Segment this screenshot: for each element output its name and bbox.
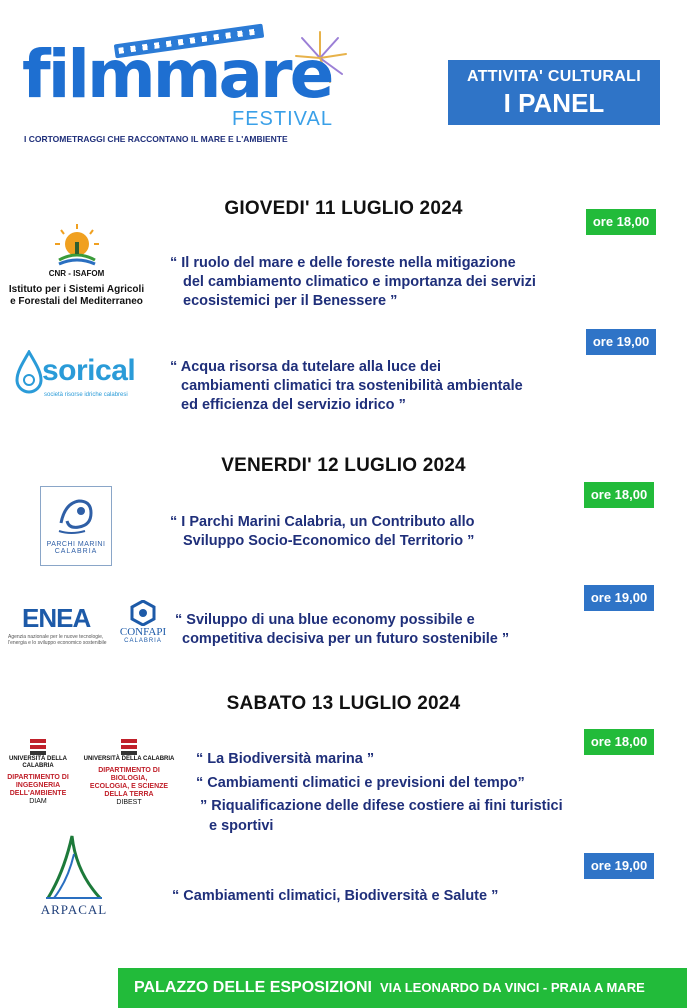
org-u2-l1: DIPARTIMENTO DI BIOLOGIA, xyxy=(98,767,160,782)
talk-line: “ I Parchi Marini Calabria, un Contributo allo xyxy=(170,514,475,530)
org-logo-unical-dibest xyxy=(80,738,178,806)
time-badge-d1-s2: ore 19,00 xyxy=(586,329,656,355)
talk-line: del cambiamento climatico e importanza dei servizi xyxy=(183,274,536,290)
talk-line: “ Cambiamenti climatici, Biodiversità e Salute ” xyxy=(172,888,499,904)
talk-line: ed efficienza del servizio idrico ” xyxy=(181,397,406,413)
arpacal-mountain-icon xyxy=(42,832,106,902)
talk-line: ” Riqualificazione delle difese costiere ai fini turistici xyxy=(200,798,563,814)
org-u2-l3: DELLA TERRA xyxy=(104,791,154,798)
org-u1-code: DIAM xyxy=(29,798,47,805)
header-line-2: I PANEL xyxy=(503,88,605,118)
org-u2-code: DIBEST xyxy=(116,799,142,806)
day-heading-2: VENERDI' 12 LUGLIO 2024 xyxy=(221,455,466,476)
day-heading-1: GIOVEDI' 11 LUGLIO 2024 xyxy=(224,198,463,219)
time-badge-d2-s2: ore 19,00 xyxy=(584,585,654,611)
logo-tagline: I CORTOMETRAGGI CHE RACCONTANO IL MARE E L'AMBIENTE xyxy=(24,134,288,144)
org-logo-arpacal xyxy=(38,832,110,918)
day-heading-3: SABATO 13 LUGLIO 2024 xyxy=(226,693,461,714)
sun-tree-icon xyxy=(51,222,103,266)
org-arpacal-name: ARPACAL xyxy=(40,902,108,917)
org-wordmark: sorical xyxy=(42,354,136,387)
org-enea-wordmark: ENEA xyxy=(22,603,91,633)
talk-d3-s1 xyxy=(196,747,563,835)
talk-d2-s2 xyxy=(175,611,509,649)
venue-name: PALAZZO DELLE ESPOSIZIONI xyxy=(134,979,372,996)
org-u1-l2: INGEGNERIA xyxy=(15,782,61,789)
talk-line: cambiamenti climatici tra sostenibilità ambientale xyxy=(181,378,523,394)
org-name-l2: e Forestali del Mediterraneo xyxy=(10,296,143,307)
section-header-box xyxy=(448,60,660,125)
org-confapi-wordmark: CONFAPI xyxy=(119,626,167,638)
talk-line: “ Il ruolo del mare e delle foreste nella mitigazione xyxy=(170,255,516,271)
org-logo-enea xyxy=(8,604,108,646)
venue-address: VIA LEONARDO DA VINCI - PRAIA A MARE xyxy=(379,980,645,995)
talk-line: ecosistemici per il Benessere ” xyxy=(183,293,398,309)
talk-line: “ Sviluppo di una blue economy possibile e xyxy=(175,612,475,628)
confapi-hex-icon xyxy=(130,600,156,626)
org-l2: CALABRIA xyxy=(54,548,98,555)
seahorse-icon xyxy=(51,493,101,537)
org-sub: società risorse idriche calabresi xyxy=(44,392,128,398)
time-badge-d3-s2: ore 19,00 xyxy=(584,853,654,879)
talk-line: “ La Biodiversità marina ” xyxy=(196,751,375,767)
venue-footer xyxy=(118,968,687,1008)
talk-d1-s1 xyxy=(170,254,536,311)
talk-line: “ Cambiamenti climatici e previsioni del tempo” xyxy=(196,775,525,791)
talk-line: e sportivi xyxy=(209,818,274,834)
talk-line: competitiva decisiva per un futuro sostenibile ” xyxy=(182,631,510,647)
org-u1-l1: DIPARTIMENTO DI xyxy=(7,774,69,781)
logo-word-mare: mare xyxy=(152,36,332,113)
org-confapi-sub: CALABRIA xyxy=(124,638,162,644)
org-u2-l2: ECOLOGIA, E SCIENZE xyxy=(89,783,169,790)
time-badge-d2-s1: ore 18,00 xyxy=(584,482,654,508)
org-u1-top: UNIVERSITÀ DELLA CALABRIA xyxy=(8,756,67,769)
org-logo-unical-diam xyxy=(4,738,72,805)
talk-d2-s1 xyxy=(170,513,475,551)
water-drop-icon xyxy=(14,350,44,394)
unical-mark-icon xyxy=(119,738,139,756)
org-logo-cnr-isafom xyxy=(4,222,149,308)
org-l1: PARCHI MARINI xyxy=(46,541,106,548)
org-u2-top: UNIVERSITÀ DELLA CALABRIA xyxy=(83,756,175,762)
talk-d1-s2 xyxy=(170,358,523,415)
org-short: CNR - ISAFOM xyxy=(48,269,105,278)
unical-mark-icon xyxy=(28,738,48,756)
logo-word-film: film xyxy=(22,36,153,113)
time-badge-d1-s1: ore 18,00 xyxy=(586,209,656,235)
org-logo-confapi xyxy=(114,600,172,644)
logo-festival: FESTIVAL xyxy=(232,108,333,130)
org-enea-sub: Agenzia nazionale per le nuove tecnologie, l'energia e lo sviluppo economico sostenibile xyxy=(8,634,107,646)
talk-line: “ Acqua risorsa da tutelare alla luce dei xyxy=(170,359,442,375)
org-u1-l3: DELL'AMBIENTE xyxy=(9,790,67,797)
talk-line: Sviluppo Socio-Economico del Territorio ” xyxy=(183,533,475,549)
festival-logo xyxy=(22,28,352,148)
time-badge-d3-s1: ore 18,00 xyxy=(584,729,654,755)
header-line-1: ATTIVITA' CULTURALI xyxy=(467,68,641,85)
talk-d3-s2 xyxy=(172,887,498,906)
org-name-l1: Istituto per i Sistemi Agricoli xyxy=(8,284,145,295)
org-logo-parchi-marini xyxy=(40,486,112,566)
logo-wordmark xyxy=(22,36,332,113)
